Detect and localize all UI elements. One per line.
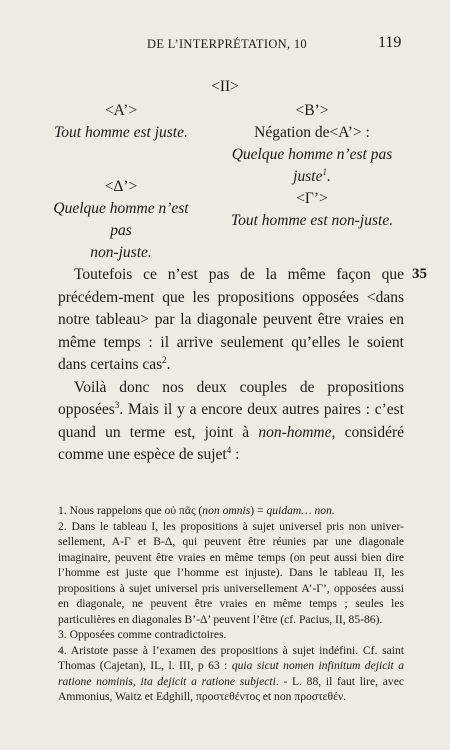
footnote-4-italic: quia sicut nomen infinitum dejicit a ratione nominis, ita dejicit a ratione subjecti — [58, 659, 404, 688]
footnote-ref-3[interactable]: 3 — [114, 399, 120, 410]
table-left-column — [42, 100, 200, 264]
footnote-ref-1[interactable]: 1 — [322, 166, 327, 177]
proposition-delta-prime-line1: Quelque homme n’est pas — [53, 200, 189, 239]
footnote-ref-4[interactable]: 4 — [226, 444, 232, 455]
footnotes — [58, 503, 404, 705]
footnote-4-text-a: 4. Aristote passe à l’examen des propositions à sujet indéfini. Cf. saint Thomas (Cajetan), IL, l. III, p 63 : — [58, 643, 404, 672]
footnote-ref-2[interactable]: 2 — [162, 354, 167, 365]
proposition-b-prime-line1: Quelque homme n’est pas — [231, 146, 393, 163]
footnote-1-text-b: ) = — [250, 504, 267, 517]
footnote-3: 3. Opposées comme contradictoires. — [58, 628, 227, 641]
paragraph-1-end: . — [166, 356, 171, 373]
page-number: 119 — [378, 34, 402, 51]
paragraph-2-text-a: Voilà donc nos deux couples de propositions opposées — [58, 378, 404, 418]
footnote-1-italic-2: quidam… non. — [266, 504, 335, 517]
label-delta-prime: <Δ’> — [104, 178, 138, 195]
margin-line-number: 35 — [412, 266, 427, 282]
footnote-1-text-a: 1. Nous rappelons que οὐ πᾶς ( — [58, 504, 203, 517]
paragraph-1 — [58, 264, 404, 377]
label-a-prime: <A’> — [104, 102, 138, 119]
label-gamma-prime: <Γ’> — [296, 190, 328, 207]
proposition-delta-prime-line2: non-juste. — [90, 244, 152, 261]
paragraph-2-end: : — [231, 446, 240, 463]
paragraph-2-text-c: , considéré comme une espèce de sujet — [58, 423, 404, 463]
negation-label: <A’> — [329, 124, 362, 141]
proposition-gamma-prime: Tout homme est non-juste. — [230, 212, 394, 229]
negation-suffix: : — [361, 124, 370, 141]
table-right-column — [222, 100, 402, 232]
proposition-b-prime-word: juste — [293, 168, 323, 185]
paragraph-2-text-b: . Mais il y a encore deux autres paires : c’est quand un terme est, joint à — [58, 401, 404, 441]
negation-prefix: Négation de — [254, 124, 330, 141]
negation-line — [222, 122, 402, 144]
running-head: DE L’INTERPRÉTATION, 10 — [147, 37, 307, 51]
footnote-1 — [58, 503, 404, 519]
footnote-1-italic: non omnis — [202, 504, 251, 517]
label-b-prime: <B’> — [295, 102, 329, 119]
main-text — [58, 264, 404, 467]
proposition-b-prime-line2: juste$^1$. — [293, 166, 331, 185]
footnote-2: 2. Dans le tableau I, les propositions à sujet universel pris non univer-sellement, A-Γ et B-Δ, qui peuvent être réunies par une diagonale imaginaire, peuvent être vraies en même temps (on peut aussi bien dire l’homme est juste que l’homme est injuste). Dans le tableau II, les propositions à sujet universel pris universellement A’-Γ’, opposées aussi en diagonale, ne peuvent être vraies en même temps ; seules les particulières en diagonales B’-Δ’ peuvent l’être (cf. Pacius, II, 85-86). — [58, 519, 404, 626]
footnote-4-text-b: . - L. 88, il faut lire, avec Ammonius, Waitz et Edghill, προστεθέντος et non προστεθέν. — [58, 674, 404, 703]
table-title: <II> — [211, 78, 239, 95]
footnote-4 — [58, 643, 404, 705]
proposition-a-prime: Tout homme est juste. — [54, 124, 188, 141]
paragraph-2-italic: non-homme — [258, 423, 332, 441]
paragraph-2 — [58, 377, 404, 467]
paragraph-1-text: Toutefois ce n’est pas de la même façon que précédem-ment que les propositions opposées <dans notre tableau> par la diagonale peuvent être vraies en même temps : il arrive seulement qu’elles le soient dans certains cas — [58, 266, 404, 373]
